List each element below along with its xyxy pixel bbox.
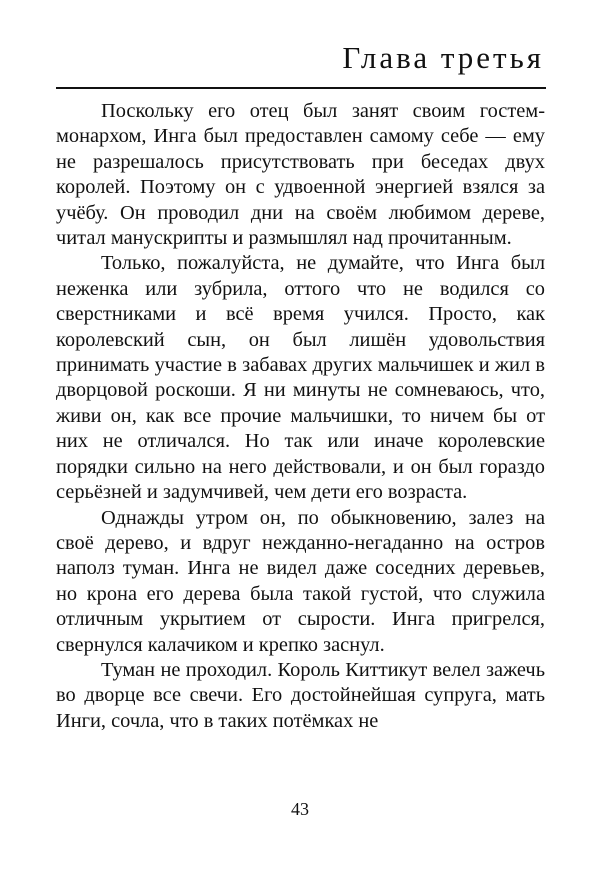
page-number: 43 bbox=[291, 799, 309, 819]
paragraph: Поскольку его отец был занят своим гостем-монархом, Инга был предоставлен самому себе — ему не разрешалось присутствовать при беседах двух королей. Поэтому он с удвоенной энергией взялся за учёбу. Он проводил дни на своём любимом дереве, читал манускрипты и размышлял над прочитанным. bbox=[56, 100, 545, 250]
chapter-title: Глава третья bbox=[342, 40, 544, 75]
title-divider bbox=[56, 87, 546, 89]
paragraph: Однажды утром он, по обыкновению, залез на своё дерево, и вдруг нежданно-негаданно на остров наполз туман. Инга не видел даже соседних деревьев, но крона его дерева была такой густой, что служила отличным укрытием от сырости. Инга пригрелся, свернулся калачиком и крепко заснул. bbox=[56, 506, 545, 656]
paragraph: Только, пожалуйста, не думайте, что Инга был неженка или зубрила, оттого что не водился со сверстниками и всё время учился. Просто, как королевский сын, он был лишён удовольствия принимать участие в забавах других мальчишек и жил в дворцовой роскоши. Я ни минуты не сомневаюсь, что, живи он, как все прочие мальчишки, то ничем бы от них не отличался. Но так или иначе королевские порядки сильно на него действовали, и он был гораздо серьёзней и задумчивей, чем дети его возраста. bbox=[56, 252, 545, 504]
body-text bbox=[56, 99, 545, 734]
paragraph: Туман не проходил. Король Киттикут велел зажечь во дворце все свечи. Его достойнейшая супруга, мать Инги, сочла, что в таких потёмках не bbox=[56, 658, 545, 732]
